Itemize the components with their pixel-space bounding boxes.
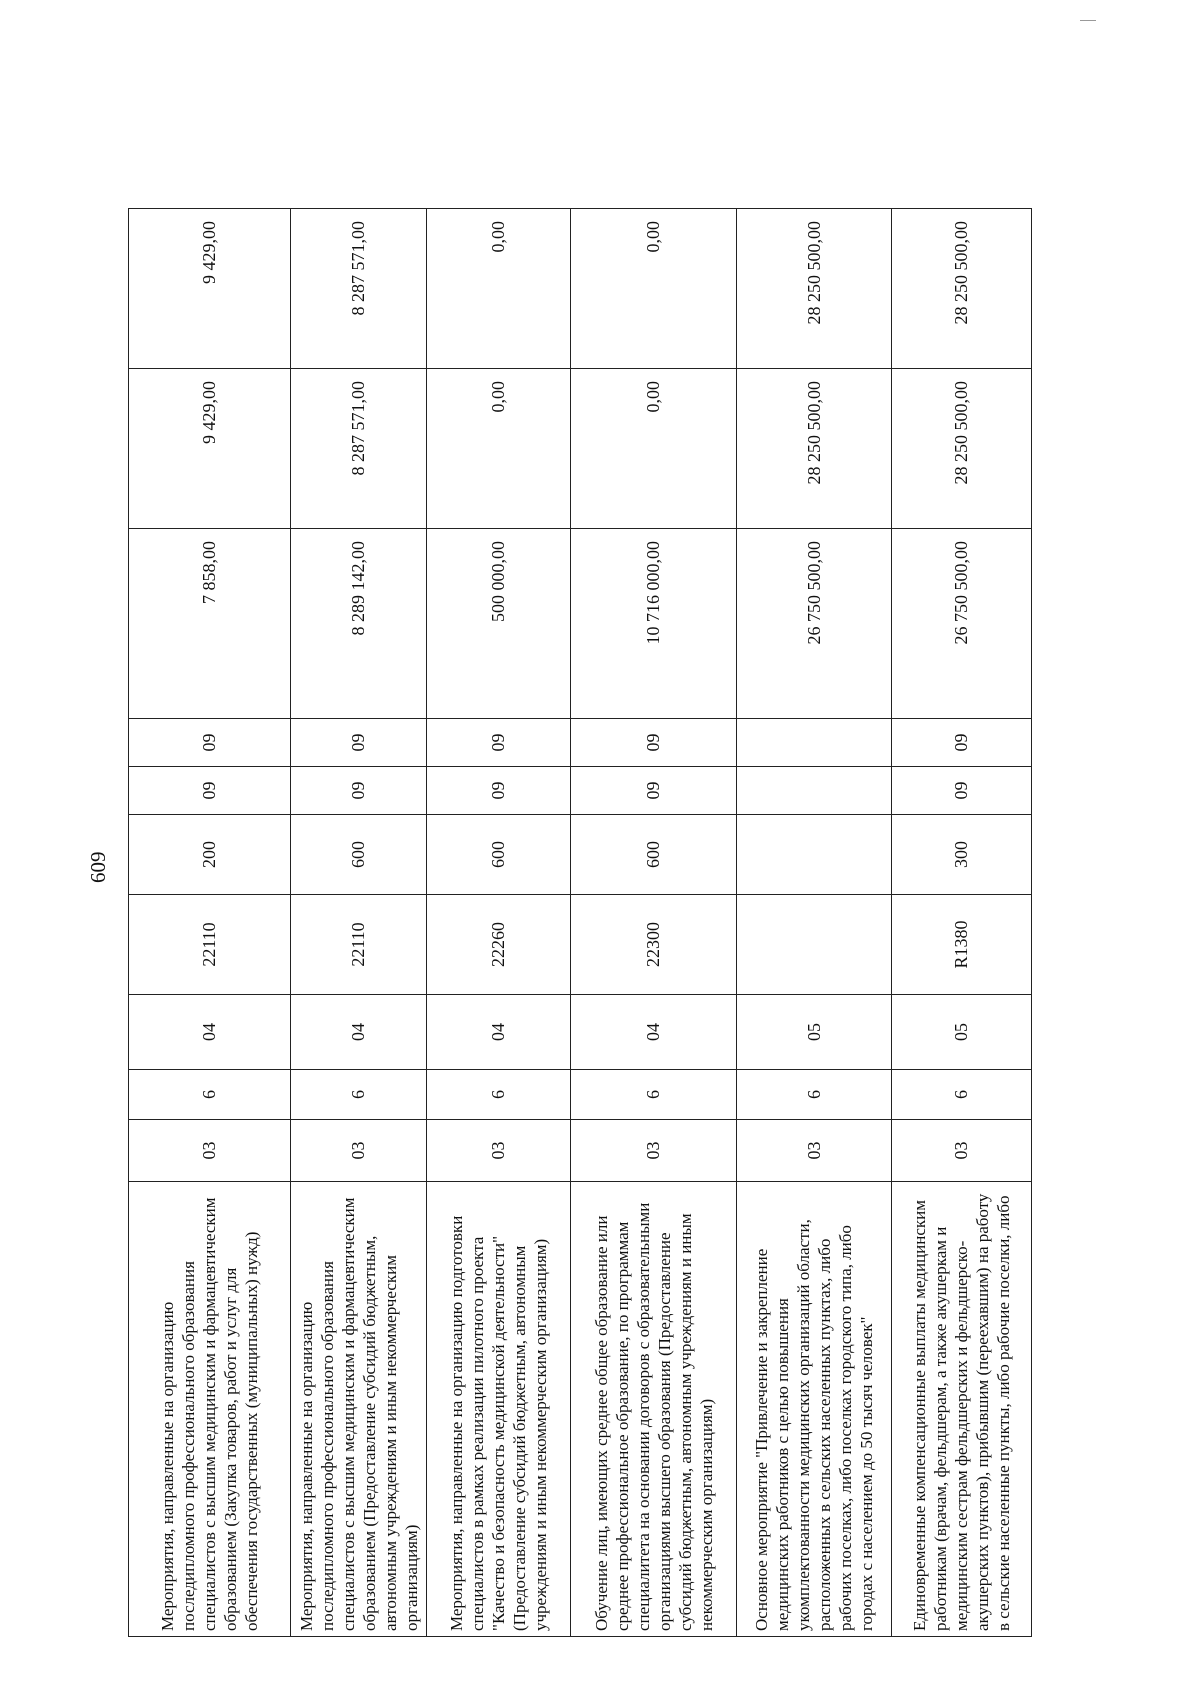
amount-cell-year-3: 8 287 571,00 [291, 209, 427, 369]
code-cell-subsection: 09 [291, 719, 427, 767]
table-row [427, 209, 571, 1637]
code-cell-expense-type [737, 815, 892, 895]
table-row [571, 209, 737, 1637]
code-cell-direction: 22260 [427, 895, 571, 995]
amount-cell-year-1: 26 750 500,00 [737, 529, 892, 719]
code-cell-subprogram: 6 [291, 1070, 427, 1120]
table-row [129, 209, 291, 1637]
code-cell-event: 04 [427, 995, 571, 1070]
code-cell-event: 04 [129, 995, 291, 1070]
amount-cell-year-2: 0,00 [427, 369, 571, 529]
budget-table [128, 208, 1032, 1637]
code-cell-event: 05 [892, 995, 1032, 1070]
code-cell-section: 09 [571, 767, 737, 815]
code-cell-section: 09 [892, 767, 1032, 815]
amount-cell-year-2: 28 250 500,00 [892, 369, 1032, 529]
description-cell: Единовременные компенсационные выплаты медицинским работникам (врачам, фельдшерам, а также акушеркам и медицинским сестрам фельдшерских и фельдшерско-акушерских пунктов), прибывшим (переехавшим) на работу в сельские населенные пункты, либо рабочие поселки, либо [892, 1182, 1032, 1637]
code-cell-subsection: 09 [129, 719, 291, 767]
description-cell: Мероприятия, направленные на организацию последипломного профессионального образования специалистов с высшим медицинским и фармацевтическим образованием (Закупка товаров, работ и услуг для обеспечения государственных (муниципальных) нужд) [129, 1182, 291, 1637]
amount-cell-year-2: 0,00 [571, 369, 737, 529]
amount-cell-year-3: 0,00 [571, 209, 737, 369]
code-cell-section: 09 [129, 767, 291, 815]
code-cell-direction: 22110 [291, 895, 427, 995]
amount-cell-year-1: 500 000,00 [427, 529, 571, 719]
code-cell-expense-type: 600 [427, 815, 571, 895]
amount-cell-year-3: 28 250 500,00 [892, 209, 1032, 369]
description-cell: Мероприятия, направленные на организацию подготовки специалистов в рамках реализации пилотного проекта "Качество и безопасность медицинской деятельности" (Предоставление субсидий бюджетным, автономным учреждениям и иным некоммерческим организациям) [427, 1182, 571, 1637]
code-cell-program: 03 [892, 1120, 1032, 1182]
code-cell-expense-type: 300 [892, 815, 1032, 895]
code-cell-subsection [737, 719, 892, 767]
rotated-table-container [128, 209, 1031, 1637]
code-cell-section: 09 [291, 767, 427, 815]
code-cell-subprogram: 6 [737, 1070, 892, 1120]
code-cell-direction [737, 895, 892, 995]
code-cell-section: 09 [427, 767, 571, 815]
code-cell-subsection: 09 [892, 719, 1032, 767]
code-cell-event: 04 [571, 995, 737, 1070]
description-cell: Основное мероприятие "Привлечение и закрепление медицинских работников с целью повышения укомплектованности медицинских организаций области, расположенных в сельских населенных пунктах, либо рабочих поселках, либо поселках городского типа, либо городах с населением до 50 тысяч человек" [737, 1182, 892, 1637]
code-cell-program: 03 [427, 1120, 571, 1182]
code-cell-subprogram: 6 [571, 1070, 737, 1120]
page-number: 609 [86, 851, 110, 883]
description-cell: Мероприятия, направленные на организацию последипломного профессионального образования специалистов с высшим медицинским и фармацевтическим образованием (Предоставление субсидий бюджетным, автономным учреждениям и иным некоммерческим организациям) [291, 1182, 427, 1637]
code-cell-program: 03 [571, 1120, 737, 1182]
code-cell-program: 03 [129, 1120, 291, 1182]
amount-cell-year-3: 0,00 [427, 209, 571, 369]
amount-cell-year-1: 7 858,00 [129, 529, 291, 719]
code-cell-subprogram: 6 [427, 1070, 571, 1120]
code-cell-expense-type: 600 [571, 815, 737, 895]
amount-cell-year-1: 8 289 142,00 [291, 529, 427, 719]
table-row [291, 209, 427, 1637]
code-cell-expense-type: 200 [129, 815, 291, 895]
code-cell-event: 04 [291, 995, 427, 1070]
amount-cell-year-2: 8 287 571,00 [291, 369, 427, 529]
table-row [892, 209, 1032, 1637]
amount-cell-year-2: 9 429,00 [129, 369, 291, 529]
amount-cell-year-3: 9 429,00 [129, 209, 291, 369]
code-cell-direction: 22110 [129, 895, 291, 995]
code-cell-section [737, 767, 892, 815]
amount-cell-year-1: 10 716 000,00 [571, 529, 737, 719]
code-cell-program: 03 [291, 1120, 427, 1182]
code-cell-subprogram: 6 [892, 1070, 1032, 1120]
code-cell-program: 03 [737, 1120, 892, 1182]
description-cell: Обучение лиц, имеющих среднее общее образование или среднее профессиональное образование, по программам специалитета на основании договоров с образовательными организациями высшего образования (Предоставление субсидий бюджетным, автономным учреждениям и иным некоммерческим организациям) [571, 1182, 737, 1637]
code-cell-event: 05 [737, 995, 892, 1070]
code-cell-subsection: 09 [571, 719, 737, 767]
code-cell-subsection: 09 [427, 719, 571, 767]
code-cell-expense-type: 600 [291, 815, 427, 895]
amount-cell-year-2: 28 250 500,00 [737, 369, 892, 529]
table-row [737, 209, 892, 1637]
code-cell-direction: R1380 [892, 895, 1032, 995]
amount-cell-year-1: 26 750 500,00 [892, 529, 1032, 719]
scan-edge-mark [1080, 20, 1096, 21]
code-cell-subprogram: 6 [129, 1070, 291, 1120]
amount-cell-year-3: 28 250 500,00 [737, 209, 892, 369]
code-cell-direction: 22300 [571, 895, 737, 995]
